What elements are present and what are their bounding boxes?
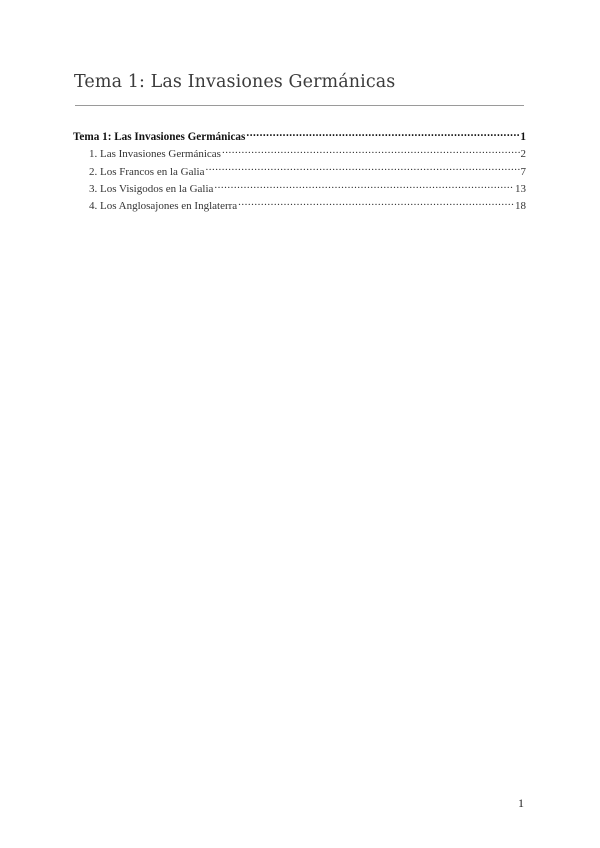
table-of-contents	[73, 129, 526, 216]
toc-dot-leader	[205, 164, 519, 175]
toc-entry-label: 1. Las Invasiones Germánicas	[89, 148, 221, 161]
toc-entry-section[interactable]	[73, 198, 526, 215]
toc-entry-label: Tema 1: Las Invasiones Germánicas	[73, 131, 246, 144]
toc-dot-leader	[238, 198, 514, 209]
page-title: Tema 1: Las Invasiones Germánicas	[74, 72, 396, 92]
page-number: 1	[518, 796, 524, 810]
toc-dot-leader	[214, 181, 514, 192]
toc-entry-label: 4. Los Anglosajones en Inglaterra	[89, 200, 238, 213]
toc-entry-section[interactable]	[73, 164, 526, 181]
title-divider	[75, 105, 524, 106]
toc-entry-chapter[interactable]	[73, 129, 526, 146]
toc-entry-page: 18	[515, 200, 526, 213]
toc-entry-label: 3. Los Visigodos en la Galia	[89, 183, 214, 196]
toc-entry-label: 2. Los Francos en la Galia	[89, 165, 205, 178]
toc-entry-page: 7	[520, 165, 526, 178]
toc-entry-page: 1	[520, 131, 526, 144]
toc-dot-leader	[222, 146, 520, 157]
toc-entry-page: 2	[520, 148, 526, 161]
toc-entry-page: 13	[515, 183, 526, 196]
toc-dot-leader	[246, 129, 519, 140]
toc-entry-section[interactable]	[73, 181, 526, 198]
toc-entry-section[interactable]	[73, 146, 526, 163]
